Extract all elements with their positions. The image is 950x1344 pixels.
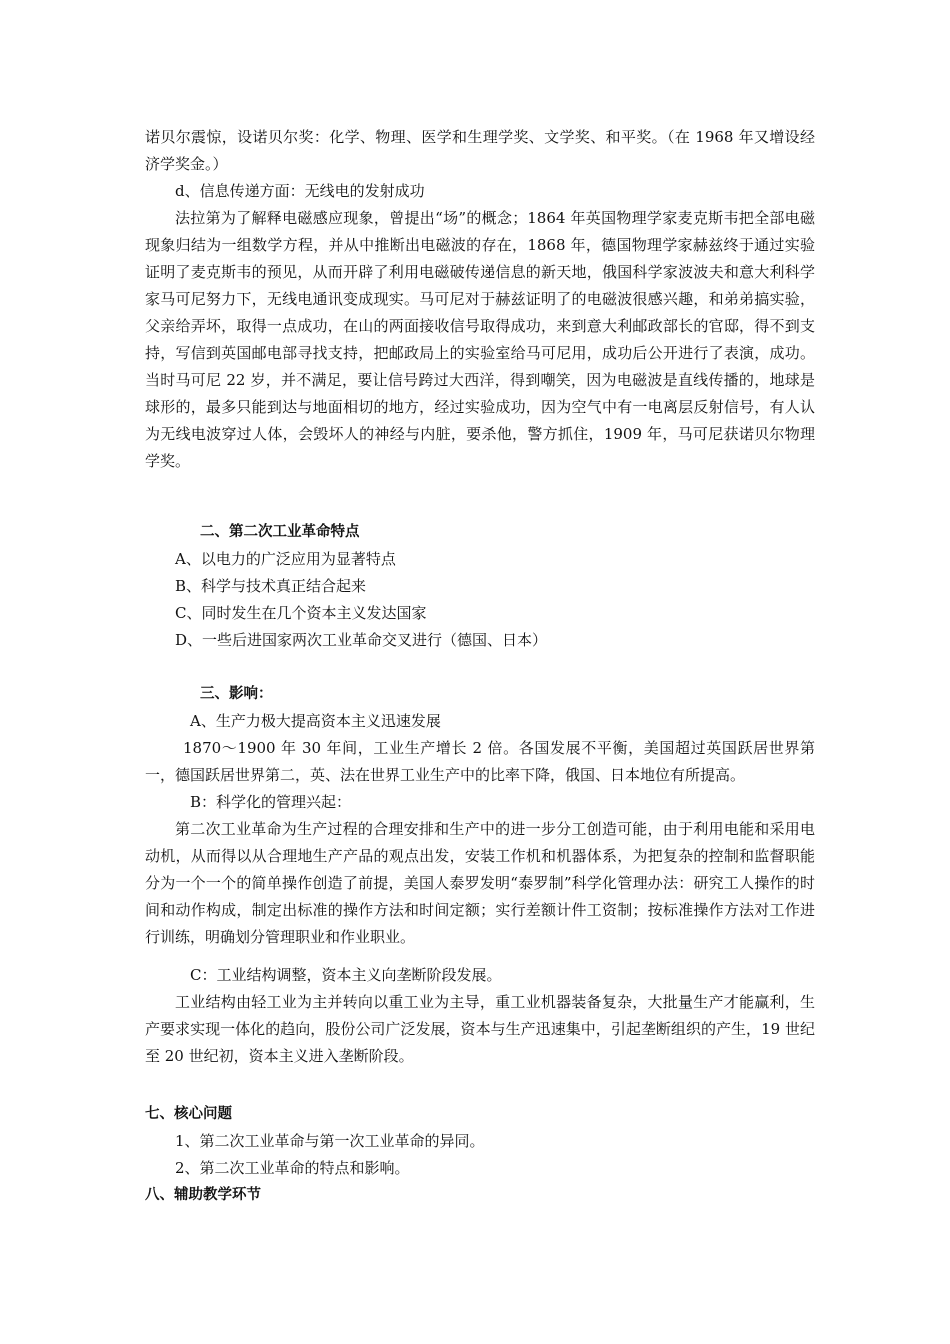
section2-item-a: A、以电力的广泛应用为显著特点 [175,550,396,568]
section2-item-d: D、一些后进国家两次工业革命交叉进行（德国、日本） [175,631,548,649]
section3-title: 三、影响： [200,686,273,702]
section3-b-heading: B：科学化的管理兴起： [190,793,352,811]
section2-title: 二、第二次工业革命特点 [200,524,360,540]
section2-item-b: B、科学与技术真正结合起来 [175,577,367,595]
d-heading: d、信息传递方面：无线电的发射成功 [175,182,425,200]
section3-c-heading: C：工业结构调整，资本主义向垄断阶段发展。 [190,966,502,984]
d-body-text: 法拉第为了解释电磁感应现象，曾提出“场”的概念；1864 年英国物理学家麦克斯韦把全部电磁现象归结为一组数学方程，并从中推断出电磁波的存在，1868 年，德国物理学家赫兹终于通过实验证明了麦克斯韦的预见，从而开辟了利用电磁破传递信息的新天地，俄国科学家波波夫和意大利科学家马可尼努力下，无线电通讯变成现实。马可尼对于赫兹证明了的电磁波很感兴趣，和弟弟搞实验，父亲给弄坏，取得一点成功，在山的两面接收信号取得成功，来到意大利邮政部长的官邸，得不到支持，写信到英国邮电部寻找支持，把邮政局上的实验室给马可尼用，成功后公开进行了表演，成功。当时马可尼 22 岁，并不满足，要让信号跨过大西洋，得到嘲笑，因为电磁波是直线传播的，地球是球形的，最多只能到达与地面相切的地方，经过实验成功，因为空气中有一电离层反射信号，有人认为无线电波穿过人体，会毁坏人的神经与内脏，要杀他，警方抓住，1909 年，马可尼获诺贝尔物理学奖。 [145,209,815,470]
section3-b-text: 第二次工业革命为生产过程的合理安排和生产中的进一步分工创造可能，由于利用电能和采用电动机，从而得以从合理地生产产品的观点出发，安装工作机和机器体系，为把复杂的控制和监督职能分为一个一个的简单操作创造了前提，美国人泰罗发明“泰罗制”科学化管理办法：研究工人操作的时间和动作构成，制定出标准的操作方法和时间定额；实行差额计件工资制；按标准操作方法对工作进行训练，明确划分管理职业和作业职业。 [145,820,815,946]
section3-a-paragraph [145,735,815,789]
d-body-paragraph [145,205,815,475]
section7-item-2: 2、第二次工业革命的特点和影响。 [175,1159,410,1177]
intro-paragraph [145,124,815,178]
section3-c-text: 工业结构由轻工业为主并转向以重工业为主导，重工业机器装备复杂，大批量生产才能赢利，生产要求实现一体化的趋向，股份公司广泛发展，资本与生产迅速集中，引起垄断组织的产生，19 世纪至 20 世纪初，资本主义进入垄断阶段。 [145,993,815,1065]
section7-item-1: 1、第二次工业革命与第一次工业革命的异同。 [175,1132,485,1150]
section3-a-heading: A、生产力极大提高资本主义迅速发展 [190,712,441,730]
section3-c-paragraph [145,989,815,1070]
section2-item-c: C、同时发生在几个资本主义发达国家 [175,604,427,622]
section3-a-text: 1870～1900 年 30 年间，工业生产增长 2 倍。各国发展不平衡，美国超过英国跃居世界第一，德国跃居世界第二，英、法在世界工业生产中的比率下降，俄国、日本地位有所提高。 [145,739,815,784]
intro-text: 诺贝尔震惊，设诺贝尔奖：化学、物理、医学和生理学奖、文学奖、和平奖。（在 1968 年又增设经济学奖金。） [145,128,815,173]
section8-title: 八、辅助教学环节 [145,1187,261,1203]
section7-title: 七、核心问题 [145,1106,232,1122]
section3-b-paragraph [145,816,815,951]
